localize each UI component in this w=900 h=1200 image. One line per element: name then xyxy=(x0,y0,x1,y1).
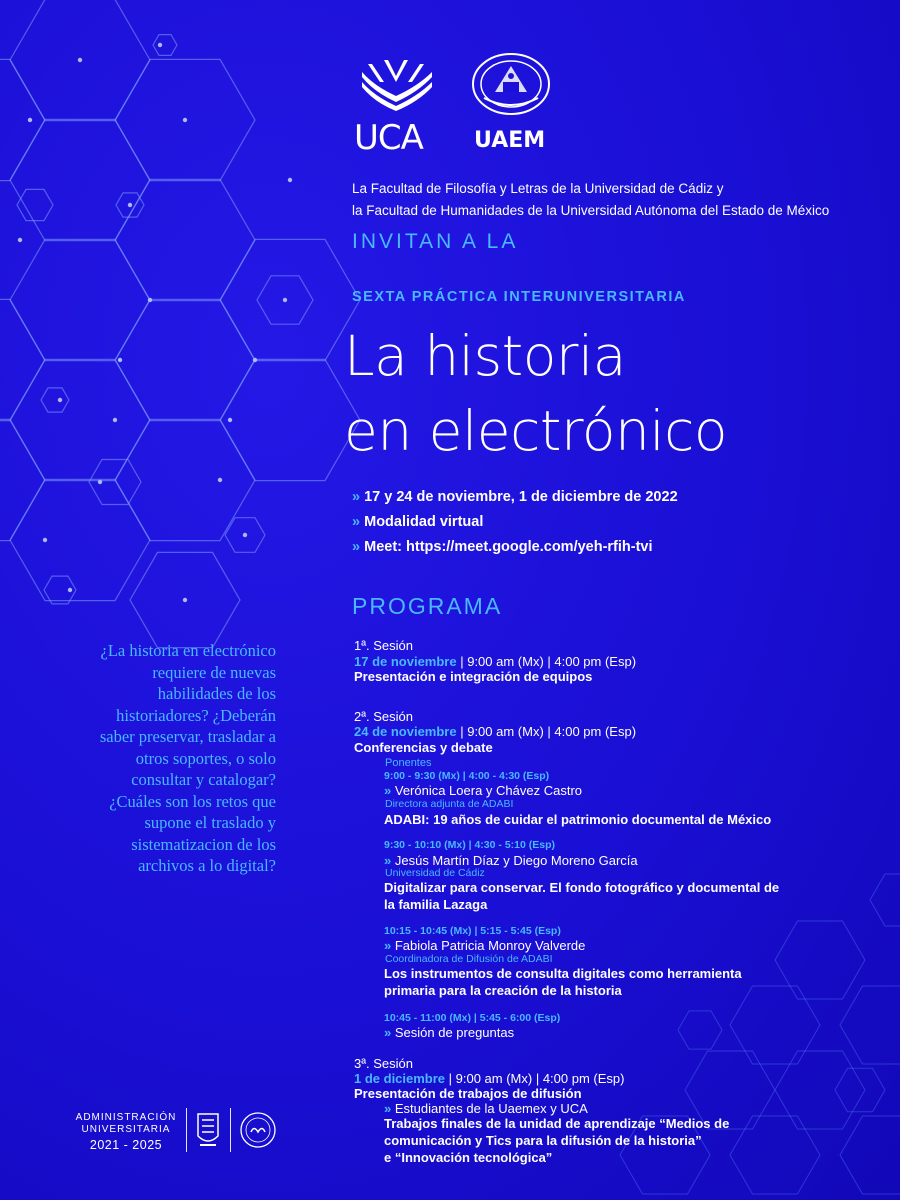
network-node xyxy=(148,298,152,302)
event-dates xyxy=(352,489,678,505)
talk-title: ADABI: 19 años de cuidar el patrimonio documental de México xyxy=(384,812,772,827)
session-2-date-label: 24 de noviembre xyxy=(354,724,457,739)
network-node xyxy=(78,58,82,62)
hexagon-shape xyxy=(220,239,360,360)
talk-speaker xyxy=(384,938,585,953)
question-line: sistematizacion de los xyxy=(131,834,276,854)
footer-divider xyxy=(186,1108,187,1152)
session-2-title: Conferencias y debate xyxy=(354,740,493,755)
circular-seal-icon xyxy=(238,1110,278,1150)
session-1-date-label: 17 de noviembre xyxy=(354,654,457,669)
ponentes-label: Ponentes xyxy=(385,757,432,769)
hexagon-shape xyxy=(10,239,150,360)
admin-years: 2021 - 2025 xyxy=(89,1138,163,1152)
hexagon-shape xyxy=(0,59,45,180)
talk-time: 9:30 - 10:10 (Mx) | 4:30 - 5:10 (Esp) xyxy=(384,839,555,851)
hexagon-shape xyxy=(41,388,69,412)
chevron-right-icon: » xyxy=(352,489,361,505)
network-node xyxy=(113,418,117,422)
chevron-right-icon: » xyxy=(384,938,392,953)
event-mode-text: Modalidad virtual xyxy=(364,514,484,530)
session-3-description-line: e “Innovación tecnológica” xyxy=(384,1150,553,1165)
session-1-title: Presentación e integración de equipos xyxy=(354,669,593,684)
hexagon-shape xyxy=(153,35,177,56)
footer-divider xyxy=(230,1108,231,1152)
session-1-heading: 1ª. Sesión xyxy=(354,638,414,653)
talk-speaker xyxy=(384,853,638,868)
talk-speaker-name: Jesús Martín Díaz y Diego Moreno García xyxy=(394,853,638,868)
talk-time: 9:00 - 9:30 (Mx) | 4:00 - 4:30 (Esp) xyxy=(384,770,550,782)
session-3-description-line: comunicación y Tics para la difusión de la historia” xyxy=(384,1133,702,1148)
hexagon-shape xyxy=(0,419,45,540)
hexagon-shape xyxy=(89,460,141,505)
intro-line-1: La Facultad de Filosofía y Letras de la Universidad de Cádiz y xyxy=(352,181,724,196)
event-title-line-2: en electrónico xyxy=(344,399,728,463)
session-3-time: | 9:00 am (Mx) | 4:00 pm (Esp) xyxy=(445,1071,625,1086)
session-3-speaker-name: Estudiantes de la Uaemex y UCA xyxy=(394,1101,588,1116)
faculty-crest-icon xyxy=(194,1110,222,1150)
talk-speaker xyxy=(384,783,582,798)
event-mode xyxy=(352,514,483,530)
uaem-label: UAEM xyxy=(474,128,546,153)
session-2-time: | 9:00 am (Mx) | 4:00 pm (Esp) xyxy=(456,724,637,739)
talk-time: 10:15 - 10:45 (Mx) | 5:15 - 5:45 (Esp) xyxy=(384,925,561,937)
talk-title-line: la familia Lazaga xyxy=(384,897,488,912)
uca-emblem-icon xyxy=(354,52,438,112)
session-2-heading: 2ª. Sesión xyxy=(354,709,414,724)
network-node xyxy=(183,118,187,122)
talk-title xyxy=(384,879,804,913)
talk-title xyxy=(384,965,804,999)
chevron-right-icon: » xyxy=(352,514,361,530)
uca-logo xyxy=(354,52,438,158)
network-node xyxy=(68,588,72,592)
session-3-speaker xyxy=(384,1101,588,1116)
network-node xyxy=(28,118,32,122)
question-line: consultar y catalogar? xyxy=(131,770,276,789)
event-dates-text: 17 y 24 de noviembre, 1 de diciembre de 2022 xyxy=(364,489,678,505)
hexagon-shape xyxy=(840,1116,900,1194)
chevron-right-icon: » xyxy=(384,1025,392,1040)
admin-line-2: UNIVERSITARIA xyxy=(81,1124,171,1135)
chevron-right-icon: » xyxy=(352,539,361,555)
talk-affiliation: Universidad de Cádiz xyxy=(385,867,485,879)
question-line: ¿Cuáles son los retos que xyxy=(109,791,276,811)
session-3-description xyxy=(384,1115,804,1166)
hexagon-shape xyxy=(835,1068,885,1111)
network-node xyxy=(253,358,257,362)
hexagon-shape xyxy=(115,299,255,420)
hexagon-shape xyxy=(115,419,255,540)
session-3-title: Presentación de trabajos de difusión xyxy=(354,1086,582,1101)
programa-heading: PROGRAMA xyxy=(352,593,503,619)
question-line: otros soportes, o solo xyxy=(135,748,276,768)
uaem-seal-icon xyxy=(470,52,552,116)
network-node xyxy=(183,598,187,602)
network-node xyxy=(283,298,287,302)
session-1-time: | 9:00 am (Mx) | 4:00 pm (Esp) xyxy=(456,654,637,669)
uca-label: UCA xyxy=(354,118,423,158)
talk-speaker xyxy=(384,1025,514,1040)
network-node xyxy=(98,480,102,484)
hexagon-shape xyxy=(220,359,360,480)
uaem-logo xyxy=(468,52,558,152)
talk-time: 10:45 - 11:00 (Mx) | 5:45 - 6:00 (Esp) xyxy=(384,1012,561,1024)
talk-title-line: Digitalizar para conservar. El fondo fotográfico y documental de xyxy=(384,880,780,895)
chevron-right-icon: » xyxy=(384,853,392,868)
event-title-line-1: La historia xyxy=(344,324,626,388)
session-2-date xyxy=(354,724,636,739)
session-3-description-line: Trabajos finales de la unidad de aprendizaje “Medios de xyxy=(384,1116,730,1131)
hexagon-shape xyxy=(0,299,45,420)
question-line: archivos a lo digital? xyxy=(138,856,276,875)
event-meet-text[interactable]: Meet: https://meet.google.com/yeh-rfih-tvi xyxy=(364,539,653,555)
network-node xyxy=(43,538,47,542)
session-3-heading: 3ª. Sesión xyxy=(354,1056,414,1071)
hexagon-shape xyxy=(840,986,900,1064)
event-meet-link[interactable] xyxy=(352,539,653,555)
network-node xyxy=(228,418,232,422)
hexagon-shape xyxy=(10,119,150,240)
session-1-date xyxy=(354,654,636,669)
talk-title-line: primaria para la creación de la historia xyxy=(384,983,622,998)
administracion-label xyxy=(72,1112,180,1151)
network-node xyxy=(118,358,122,362)
talk-affiliation: Directora adjunta de ADABI xyxy=(385,798,514,810)
talk-title-line: Los instrumentos de consulta digitales como herramienta xyxy=(384,966,742,981)
talk-speaker-name: Fabiola Patricia Monroy Valverde xyxy=(394,938,586,953)
network-node xyxy=(158,43,162,47)
talk-speaker-name: Sesión de preguntas xyxy=(394,1025,515,1040)
hexagon-shape xyxy=(10,479,150,600)
intro-text xyxy=(352,178,829,222)
question-line: ¿La historia en electrónico xyxy=(100,641,276,660)
question-line: habilidades de los xyxy=(157,684,276,703)
invitan-heading: INVITAN A LA xyxy=(352,230,519,253)
network-node xyxy=(288,178,292,182)
question-line: supone el traslado y xyxy=(144,813,276,832)
session-3-date xyxy=(354,1071,624,1086)
network-node xyxy=(58,398,62,402)
question-text xyxy=(20,640,276,877)
network-node xyxy=(128,203,132,207)
question-line: requiere de nuevas xyxy=(152,662,276,682)
intro-line-2: la Facultad de Humanidades de la Universidad Autónoma del Estado de México xyxy=(352,203,830,218)
hexagon-shape xyxy=(17,189,53,220)
network-node xyxy=(218,478,222,482)
event-subtitle: SEXTA PRÁCTICA INTERUNIVERSITARIA xyxy=(352,289,686,305)
hexagon-shape xyxy=(870,874,900,926)
hexagon-shape xyxy=(115,179,255,300)
talk-affiliation: Coordinadora de Difusión de ADABI xyxy=(385,953,553,965)
hexagon-shape xyxy=(678,1011,722,1049)
question-line: saber preservar, trasladar a xyxy=(99,727,276,746)
admin-line-1: ADMINISTRACIÓN xyxy=(75,1112,177,1123)
network-node xyxy=(243,533,247,537)
network-node xyxy=(18,238,22,242)
talk-speaker-name: Verónica Loera y Chávez Castro xyxy=(394,783,583,798)
chevron-right-icon: » xyxy=(384,1101,392,1116)
question-line: historiadores? ¿Deberán xyxy=(116,705,276,725)
session-3-date-label: 1 de diciembre xyxy=(354,1071,446,1086)
chevron-right-icon: » xyxy=(384,783,392,798)
